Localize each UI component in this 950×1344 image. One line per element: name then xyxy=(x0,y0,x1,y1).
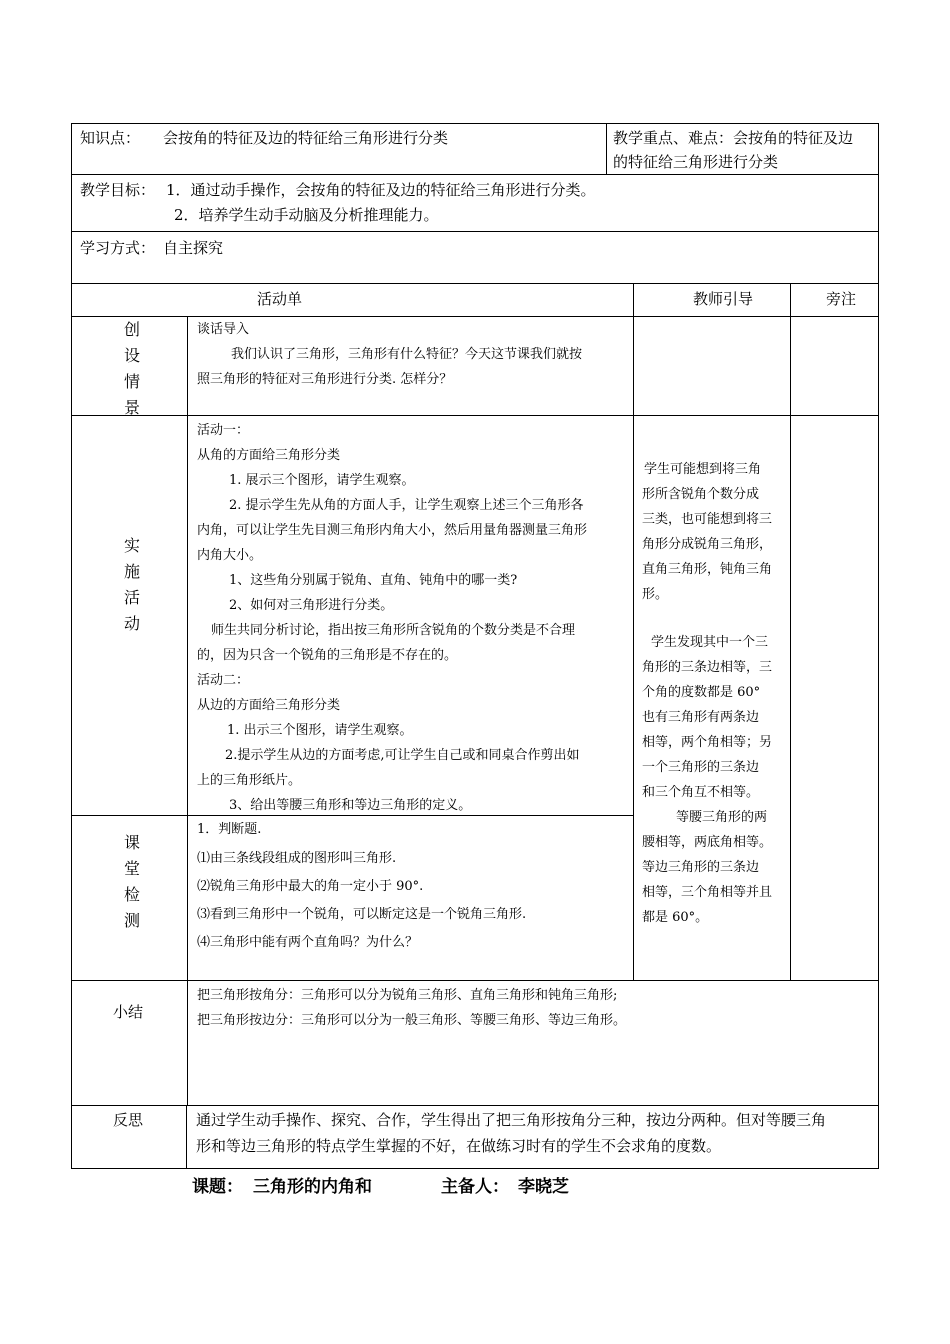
scenario-label-char: 设 xyxy=(123,346,140,365)
teacher-guide-line: 相等，三个角相等并且 xyxy=(642,885,773,900)
quiz-line: ⑶看到三角形中一个锐角，可以断定这是一个锐角三角形. xyxy=(197,907,527,922)
implementation-label-char: 施 xyxy=(123,562,140,581)
summary-line: 把三角形按角分：三角形可以分为锐角三角形、直角三角形和钝角三角形; xyxy=(197,988,618,1003)
focus-line: 教学重点、难点：会按角的特征及边 xyxy=(613,129,854,147)
col-divider xyxy=(790,283,791,981)
teacher-guide-line: 等腰三角形的两 xyxy=(676,810,768,825)
implementation-line: 3、给出等腰三角形和等边三角形的定义。 xyxy=(229,798,472,813)
summary-line: 把三角形按边分：三角形可以分为一般三角形、等腰三角形、等边三角形。 xyxy=(197,1013,627,1028)
implementation-line: 1. 出示三个图形，请学生观察。 xyxy=(227,723,413,738)
teacher-guide-line: 一个三角形的三条边 xyxy=(642,760,760,775)
goal-line: 1．通过动手操作，会按角的特征及边的特征给三角形进行分类。 xyxy=(166,181,596,199)
column-activity: 活动单 xyxy=(257,290,303,308)
summary-label: 小结 xyxy=(113,1003,144,1021)
method-label: 学习方式： xyxy=(80,239,156,257)
quiz-label-char: 测 xyxy=(123,911,140,930)
scenario-label-char: 景 xyxy=(123,398,140,417)
teacher-guide-line: 三类，也可能想到将三 xyxy=(642,512,773,527)
col-divider xyxy=(187,316,188,1106)
row-divider xyxy=(71,231,879,232)
reflection-line: 形和等边三角形的特点学生掌握的不好，在做练习时有的学生不会求角的度数。 xyxy=(196,1137,722,1155)
teacher-guide-line: 也有三角形有两条边 xyxy=(642,710,760,725)
quiz-line: ⑷三角形中能有两个直角吗？为什么？ xyxy=(197,935,419,950)
knowledge-text: 会按角的特征及边的特征给三角形进行分类 xyxy=(163,129,449,147)
column-note: 旁注 xyxy=(826,290,857,308)
method-value: 自主探究 xyxy=(163,239,224,257)
footer-preparer-label: 主备人： xyxy=(441,1177,509,1197)
quiz-line: 1．判断题. xyxy=(197,822,262,837)
quiz-line: ⑴由三条线段组成的图形叫三角形. xyxy=(197,851,397,866)
teacher-guide-line: 腰相等，两底角相等。 xyxy=(642,835,773,850)
teacher-guide-line: 学生可能想到将三角 xyxy=(644,462,762,477)
scenario-label-char: 情 xyxy=(123,372,140,391)
implementation-label-char: 活 xyxy=(123,588,140,607)
implementation-line: 活动二： xyxy=(197,673,250,688)
teacher-guide-line: 和三个角互不相等。 xyxy=(642,785,760,800)
col-divider xyxy=(633,283,634,981)
goals-label: 教学目标： xyxy=(80,181,156,199)
scenario-line: 谈话导入 xyxy=(197,322,250,337)
row-divider xyxy=(71,283,879,284)
implementation-line: 1. 展示三个图形，请学生观察。 xyxy=(229,473,415,488)
teacher-guide-line: 等边三角形的三条边 xyxy=(642,860,760,875)
quiz-label-char: 堂 xyxy=(123,859,140,878)
implementation-line: 活动一： xyxy=(197,423,250,438)
teacher-guide-line: 学生发现其中一个三 xyxy=(651,635,769,650)
reflection-label: 反思 xyxy=(113,1111,144,1129)
row-divider xyxy=(71,980,879,981)
teacher-guide-line: 都是 60°。 xyxy=(642,910,709,925)
implementation-line: 的，因为只含一个锐角的三角形是不存在的。 xyxy=(197,648,458,663)
quiz-label-char: 检 xyxy=(123,885,140,904)
implementation-line: 2.提示学生从边的方面考虑,可让学生自己或和同桌合作剪出如 xyxy=(225,748,580,763)
teacher-guide-line: 相等，两个角相等；另 xyxy=(642,735,773,750)
column-teacher: 教师引导 xyxy=(693,290,754,308)
row-divider xyxy=(71,415,879,416)
implementation-label-char: 实 xyxy=(123,536,140,555)
scenario-label-char: 创 xyxy=(123,320,140,339)
reflection-line: 通过学生动手操作、探究、合作，学生得出了把三角形按角分三种，按边分两种。但对等腰三角 xyxy=(196,1111,827,1129)
implementation-line: 师生共同分析讨论，指出按三角形所含锐角的个数分类是不合理 xyxy=(211,623,576,638)
footer-topic-label: 课题： xyxy=(192,1177,243,1197)
scenario-line: 我们认识了三角形，三角形有什么特征？今天这节课我们就按 xyxy=(231,347,583,362)
implementation-line: 1、这些角分别属于锐角、直角、钝角中的哪一类? xyxy=(229,573,518,588)
implementation-line: 内角，可以让学生先目测三角形内角大小，然后用量角器测量三角形 xyxy=(197,523,588,538)
scenario-line: 照三角形的特征对三角形进行分类. 怎样分？ xyxy=(197,372,453,387)
knowledge-label: 知识点： xyxy=(80,129,141,147)
teacher-guide-line: 个角的度数都是 60° xyxy=(642,685,761,700)
implementation-line: 从边的方面给三角形分类 xyxy=(197,698,341,713)
col-divider xyxy=(606,123,607,175)
implementation-line: 2. 提示学生先从角的方面人手，让学生观察上述三个三角形各 xyxy=(229,498,584,513)
focus-line: 的特征给三角形进行分类 xyxy=(613,153,779,171)
implementation-line: 从角的方面给三角形分类 xyxy=(197,448,341,463)
footer-preparer: 李晓芝 xyxy=(518,1177,569,1197)
quiz-line: ⑵锐角三角形中最大的角一定小于 90°. xyxy=(197,879,424,894)
teacher-guide-line: 角形的三条边相等，三 xyxy=(642,660,773,675)
teacher-guide-line: 直角三角形，钝角三角 xyxy=(642,562,773,577)
row-divider xyxy=(71,1105,879,1106)
row-divider xyxy=(71,174,879,175)
goal-line: 2．培养学生动手动脑及分析推理能力。 xyxy=(174,206,439,224)
teacher-guide-line: 角形分成锐角三角形， xyxy=(642,537,773,552)
implementation-label-char: 动 xyxy=(123,614,140,633)
teacher-guide-line: 形所含锐角个数分成 xyxy=(642,487,760,502)
implementation-line: 上的三角形纸片。 xyxy=(197,773,302,788)
row-divider xyxy=(71,316,879,317)
teacher-guide-line: 形。 xyxy=(642,587,669,602)
quiz-label-char: 课 xyxy=(123,833,140,852)
implementation-line: 2、如何对三角形进行分类。 xyxy=(229,598,394,613)
footer-topic: 三角形的内角和 xyxy=(253,1177,372,1197)
implementation-line: 内角大小。 xyxy=(197,548,263,563)
col-divider xyxy=(186,1105,187,1169)
